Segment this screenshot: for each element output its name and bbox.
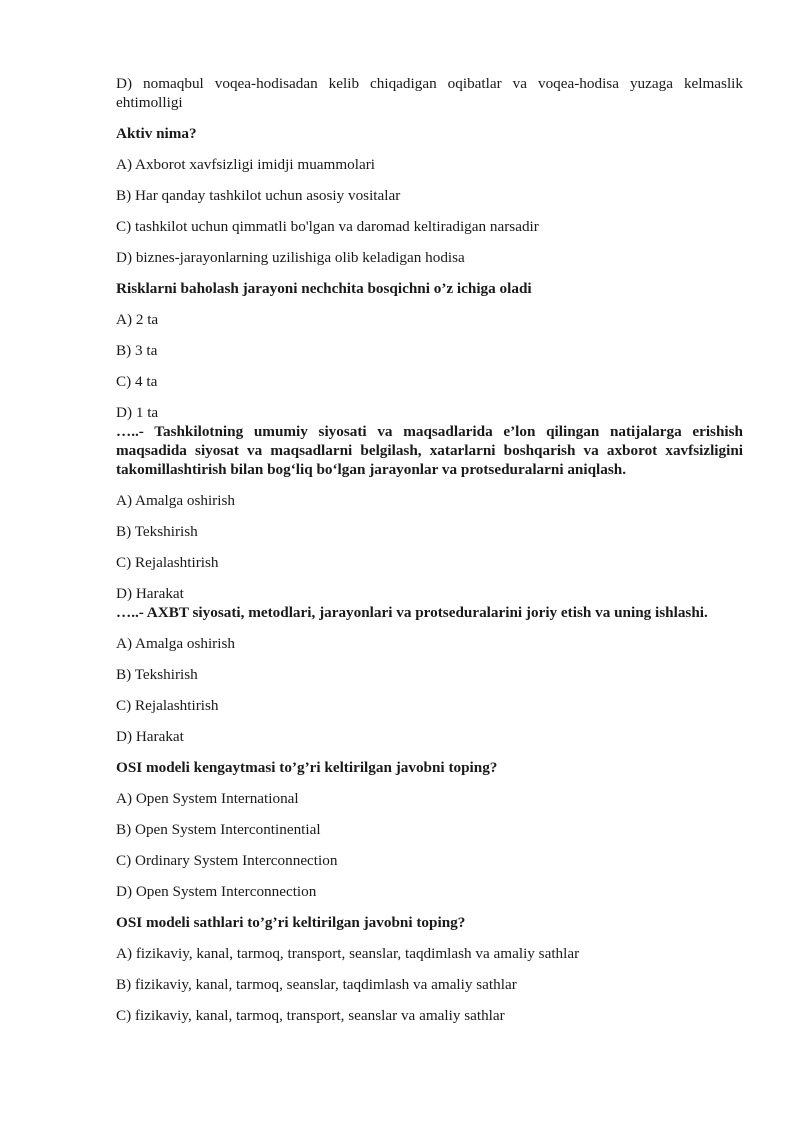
answer-option: D) 1 ta [116, 404, 159, 421]
question-text: Aktiv nima? [116, 125, 197, 142]
answer-option: A) Amalga oshirish [116, 492, 235, 509]
answer-option: C) 4 ta [116, 373, 158, 390]
question-text: …..- AXBT siyosati, metodlari, jarayonlari va protseduralarini joriy etish va uning ishlashi. [116, 604, 708, 621]
answer-option: B) Tekshirish [116, 666, 198, 683]
answer-option: A) 2 ta [116, 311, 159, 328]
question-text: …..- Tashkilotning umumiy siyosati va maqsadlarida e’lon qilingan natijalarga erishish maqsadida siyosat va maqsadlarni belgilash, xatarlarni boshqarish va axborot xavfsizligini takomillashtirish bilan bog‘liq bo‘lgan jarayonlar va protseduralarni aniqlash. [116, 423, 743, 478]
answer-option: B) 3 ta [116, 342, 158, 359]
answer-option: D) Harakat [116, 728, 184, 745]
question-text: OSI modeli sathlari to’g’ri keltirilgan javobni toping? [116, 914, 466, 931]
answer-option: C) Ordinary System Interconnection [116, 852, 338, 869]
answer-option: B) Har qanday tashkilot uchun asosiy vositalar [116, 187, 401, 204]
document-page [116, 74, 743, 1037]
answer-option: C) tashkilot uchun qimmatli bo'lgan va daromad keltiradigan narsadir [116, 218, 539, 235]
answer-option: D) biznes-jarayonlarning uzilishiga olib keladigan hodisa [116, 249, 465, 266]
answer-option: C) Rejalashtirish [116, 554, 219, 571]
answer-option: A) Open System International [116, 790, 299, 807]
answer-option: D) nomaqbul voqea-hodisadan kelib chiqadigan oqibatlar va voqea-hodisa yuzaga kelmaslik ehtimolligi [116, 75, 743, 111]
answer-option: D) Harakat [116, 585, 184, 602]
answer-option: A) Axborot xavfsizligi imidji muammolari [116, 156, 375, 173]
answer-option: D) Open System Interconnection [116, 883, 317, 900]
answer-option: B) Open System Intercontinential [116, 821, 321, 838]
answer-option: B) fizikaviy, kanal, tarmoq, seanslar, taqdimlash va amaliy sathlar [116, 976, 517, 993]
answer-option: A) Amalga oshirish [116, 635, 235, 652]
question-text: OSI modeli kengaytmasi to’g’ri keltirilgan javobni toping? [116, 759, 498, 776]
question-text: Risklarni baholash jarayoni nechchita bosqichni o’z ichiga oladi [116, 280, 532, 297]
answer-option: C) Rejalashtirish [116, 697, 219, 714]
answer-option: B) Tekshirish [116, 523, 198, 540]
answer-option: C) fizikaviy, kanal, tarmoq, transport, seanslar va amaliy sathlar [116, 1007, 505, 1024]
answer-option: A) fizikaviy, kanal, tarmoq, transport, seanslar, taqdimlash va amaliy sathlar [116, 945, 580, 962]
